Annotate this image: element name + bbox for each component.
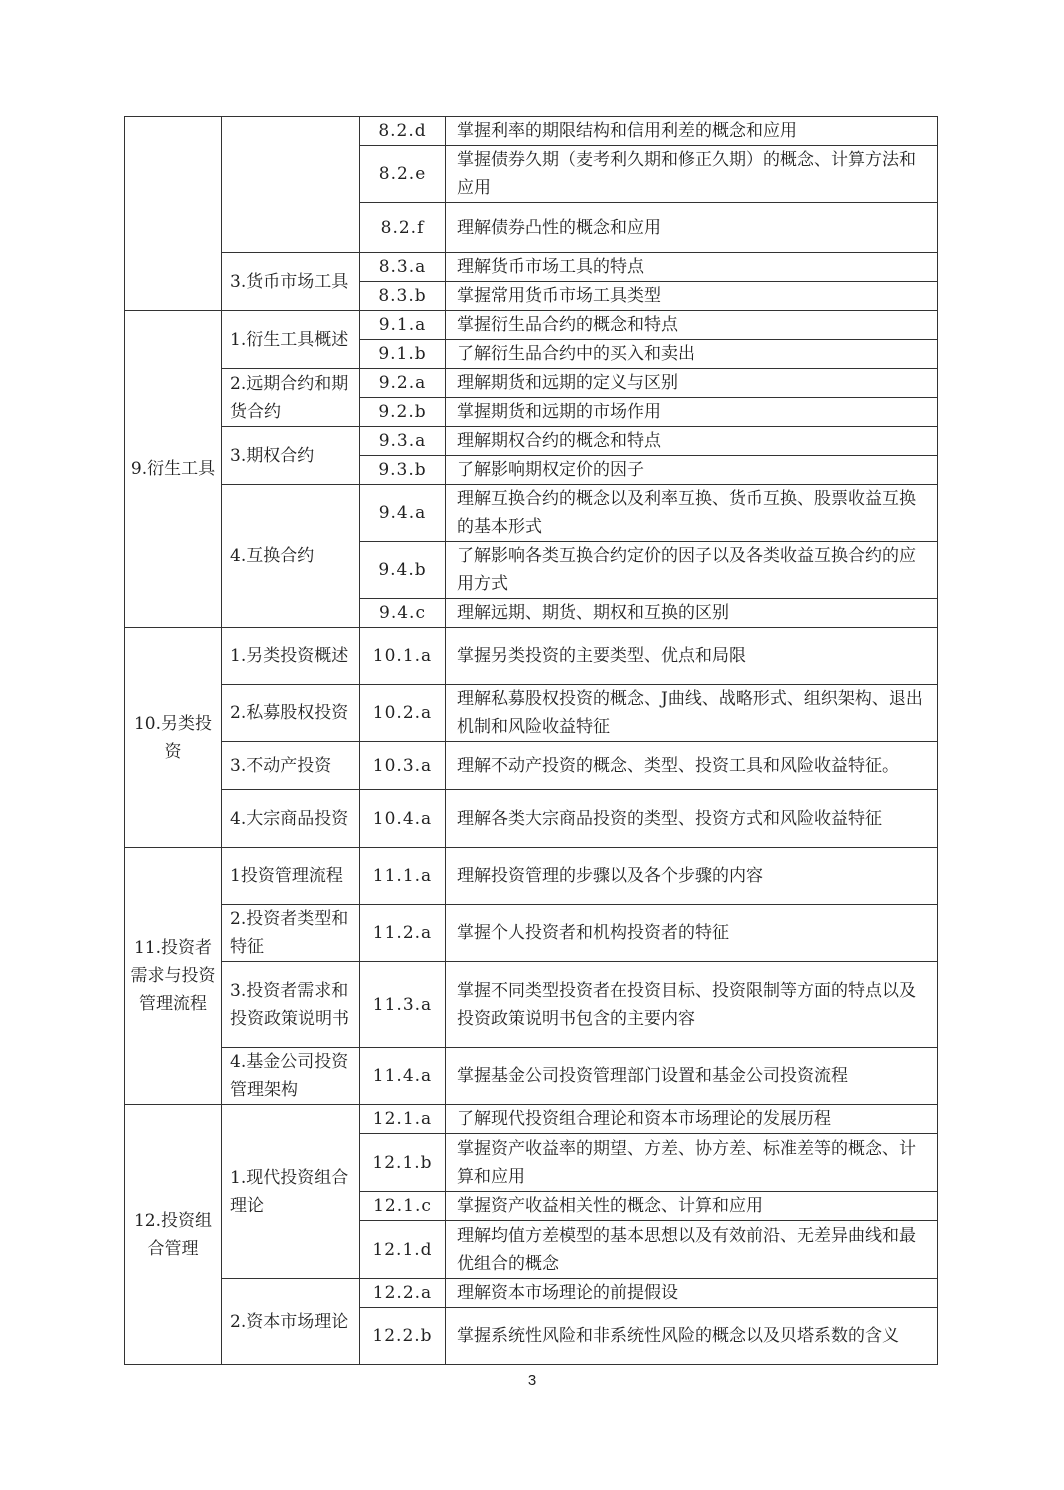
item-code: 12.1.b: [360, 1134, 446, 1192]
chapter-cell: 9.衍生工具: [125, 311, 222, 628]
table-row: [125, 1105, 938, 1134]
section-cell: 2.私募股权投资: [222, 685, 360, 742]
table-row: [125, 628, 938, 685]
item-text: 掌握常用货币市场工具类型: [446, 282, 938, 311]
item-text: 理解资本市场理论的前提假设: [446, 1279, 938, 1308]
section-cell: 3.投资者需求和投资政策说明书: [222, 962, 360, 1048]
item-code: 11.2.a: [360, 905, 446, 962]
chapter-cell: [125, 117, 222, 311]
section-cell: 3.期权合约: [222, 427, 360, 485]
item-code: 9.1.b: [360, 340, 446, 369]
table-row: [125, 311, 938, 340]
item-code: 8.3.a: [360, 253, 446, 282]
item-code: 8.3.b: [360, 282, 446, 311]
item-text: 掌握系统性风险和非系统性风险的概念以及贝塔系数的含义: [446, 1308, 938, 1365]
item-code: 12.1.a: [360, 1105, 446, 1134]
chapter-cell: 11.投资者需求与投资管理流程: [125, 848, 222, 1105]
item-code: 10.3.a: [360, 742, 446, 790]
section-cell: 2.投资者类型和特征: [222, 905, 360, 962]
syllabus-table: [124, 116, 938, 1365]
item-text: 理解货币市场工具的特点: [446, 253, 938, 282]
item-code: 9.2.a: [360, 369, 446, 398]
section-cell: 2.远期合约和期货合约: [222, 369, 360, 427]
section-cell: 3.货币市场工具: [222, 253, 360, 311]
section-cell: 4.基金公司投资管理架构: [222, 1048, 360, 1105]
item-text: 了解影响各类互换合约定价的因子以及各类收益互换合约的应用方式: [446, 542, 938, 599]
item-text: 了解现代投资组合理论和资本市场理论的发展历程: [446, 1105, 938, 1134]
table-row: [125, 485, 938, 542]
item-text: 掌握基金公司投资管理部门设置和基金公司投资流程: [446, 1048, 938, 1105]
section-cell: [222, 117, 360, 253]
item-text: 掌握期货和远期的市场作用: [446, 398, 938, 427]
item-code: 10.2.a: [360, 685, 446, 742]
item-text: 掌握资产收益率的期望、方差、协方差、标准差等的概念、计算和应用: [446, 1134, 938, 1192]
page-number: 3: [527, 1372, 537, 1389]
item-code: 12.2.a: [360, 1279, 446, 1308]
table-row: [125, 905, 938, 962]
item-text: 理解债券凸性的概念和应用: [446, 203, 938, 253]
item-text: 掌握衍生品合约的概念和特点: [446, 311, 938, 340]
section-cell: 1.现代投资组合理论: [222, 1105, 360, 1279]
item-code: 8.2.e: [360, 146, 446, 203]
section-cell: 1.衍生工具概述: [222, 311, 360, 369]
table-row: [125, 427, 938, 456]
item-code: 12.1.d: [360, 1221, 446, 1279]
item-code: 8.2.d: [360, 117, 446, 146]
section-cell: 4.大宗商品投资: [222, 790, 360, 848]
item-code: 9.1.a: [360, 311, 446, 340]
item-text: 掌握不同类型投资者在投资目标、投资限制等方面的特点以及投资政策说明书包含的主要内容: [446, 962, 938, 1048]
item-code: 10.1.a: [360, 628, 446, 685]
section-cell: 1.另类投资概述: [222, 628, 360, 685]
item-code: 12.2.b: [360, 1308, 446, 1365]
item-code: 9.2.b: [360, 398, 446, 427]
item-code: 11.3.a: [360, 962, 446, 1048]
item-text: 理解各类大宗商品投资的类型、投资方式和风险收益特征: [446, 790, 938, 848]
item-text: 理解远期、期货、期权和互换的区别: [446, 599, 938, 628]
item-text: 掌握利率的期限结构和信用利差的概念和应用: [446, 117, 938, 146]
item-text: 了解衍生品合约中的买入和卖出: [446, 340, 938, 369]
table-row: [125, 742, 938, 790]
item-text: 掌握债券久期（麦考利久期和修正久期）的概念、计算方法和应用: [446, 146, 938, 203]
table-row: [125, 369, 938, 398]
item-code: 9.4.c: [360, 599, 446, 628]
item-code: 8.2.f: [360, 203, 446, 253]
item-code: 9.4.b: [360, 542, 446, 599]
table-row: [125, 790, 938, 848]
item-code: 9.3.a: [360, 427, 446, 456]
item-code: 11.4.a: [360, 1048, 446, 1105]
table-row: [125, 962, 938, 1048]
chapter-cell: 10.另类投资: [125, 628, 222, 848]
item-code: 9.4.a: [360, 485, 446, 542]
item-text: 理解投资管理的步骤以及各个步骤的内容: [446, 848, 938, 905]
item-text: 掌握个人投资者和机构投资者的特征: [446, 905, 938, 962]
item-text: 掌握另类投资的主要类型、优点和局限: [446, 628, 938, 685]
item-code: 12.1.c: [360, 1192, 446, 1221]
item-text: 掌握资产收益相关性的概念、计算和应用: [446, 1192, 938, 1221]
table-row: [125, 685, 938, 742]
table-row: [125, 117, 938, 146]
item-text: 理解互换合约的概念以及利率互换、货币互换、股票收益互换的基本形式: [446, 485, 938, 542]
item-text: 理解期货和远期的定义与区别: [446, 369, 938, 398]
section-cell: 2.资本市场理论: [222, 1279, 360, 1365]
item-text: 理解期权合约的概念和特点: [446, 427, 938, 456]
item-text: 理解私募股权投资的概念、J曲线、战略形式、组织架构、退出机制和风险收益特征: [446, 685, 938, 742]
item-code: 11.1.a: [360, 848, 446, 905]
item-code: 9.3.b: [360, 456, 446, 485]
chapter-cell: 12.投资组合管理: [125, 1105, 222, 1365]
section-cell: 1投资管理流程: [222, 848, 360, 905]
section-cell: 3.不动产投资: [222, 742, 360, 790]
item-text: 了解影响期权定价的因子: [446, 456, 938, 485]
table-row: [125, 253, 938, 282]
table-row: [125, 1279, 938, 1308]
table-row: [125, 848, 938, 905]
section-cell: 4.互换合约: [222, 485, 360, 628]
item-code: 10.4.a: [360, 790, 446, 848]
item-text: 理解均值方差模型的基本思想以及有效前沿、无差异曲线和最优组合的概念: [446, 1221, 938, 1279]
item-text: 理解不动产投资的概念、类型、投资工具和风险收益特征。: [446, 742, 938, 790]
table-row: [125, 1048, 938, 1105]
